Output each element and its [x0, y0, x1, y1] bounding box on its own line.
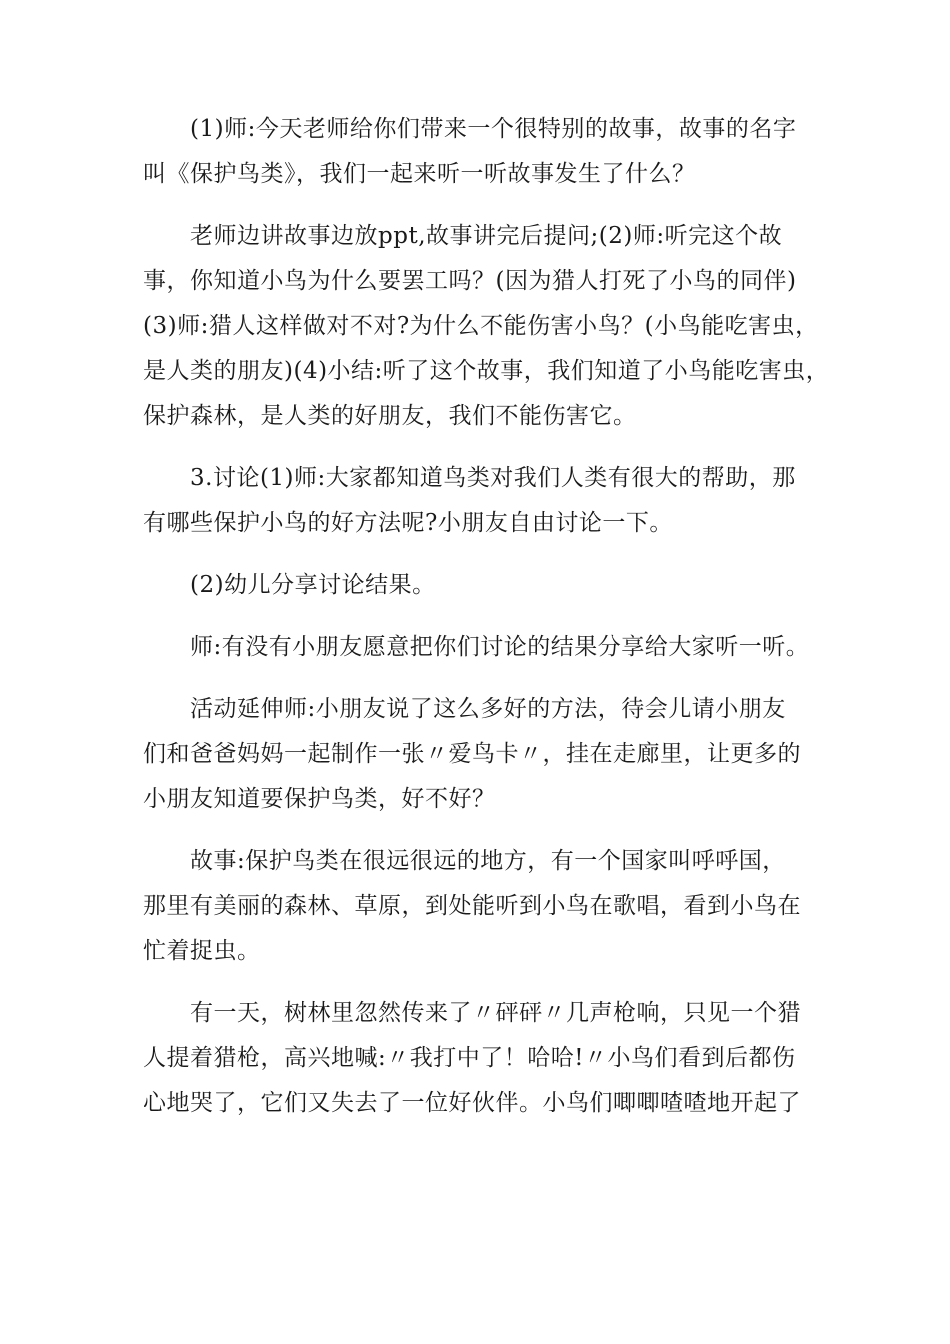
- text-line: 有一天，树林里忽然传来了〃砰砰〃几声枪响，只见一个猎: [190, 1000, 801, 1026]
- paragraph-2: [143, 223, 830, 429]
- document-body: [143, 116, 830, 1116]
- text-line: 故事:保护鸟类在很远很远的地方，有一个国家叫呼呼国，: [190, 848, 786, 874]
- paragraph-6: [143, 698, 808, 811]
- text-line: 心地哭了，它们又失去了一位好伙伴。小鸟们唧唧喳喳地开起了: [143, 1090, 801, 1116]
- text-line: (2)幼儿分享讨论结果。: [190, 572, 436, 598]
- text-line: 那里有美丽的森林、草原，到处能听到小鸟在歌唱，看到小鸟在: [143, 893, 801, 919]
- text-line: 有哪些保护小鸟的好方法呢?小朋友自由讨论一下。: [143, 510, 673, 536]
- paragraph-3: [143, 467, 808, 535]
- text-line: 师:有没有小朋友愿意把你们讨论的结果分享给大家听一听。: [190, 634, 810, 660]
- text-line: 人提着猎枪，高兴地喊:〃我打中了！哈哈!〃小鸟们看到后都伤: [143, 1045, 796, 1071]
- paragraph-7: [143, 850, 808, 963]
- text-line: (1)师:今天老师给你们带来一个很特别的故事，故事的名字: [190, 116, 797, 142]
- text-line: 忙着捉虫。: [143, 938, 261, 964]
- paragraph-5: [143, 636, 808, 659]
- text-line: 是人类的朋友)(4)小结:听了这个故事，我们知道了小鸟能吃害虫，: [143, 358, 830, 384]
- text-line: 小朋友知道要保护鸟类，好不好？: [143, 786, 496, 812]
- text-line: (3)师:猎人这样做对不对?为什么不能伤害小鸟？(小鸟能吃害虫，: [143, 313, 819, 339]
- text-line: 3.讨论(1)师:大家都知道鸟类对我们人类有很大的帮助，那: [190, 465, 796, 491]
- text-line: 们和爸爸妈妈一起制作一张〃爱鸟卡〃，挂在走廊里，让更多的: [143, 741, 801, 767]
- text-line: 老师边讲故事边放ppt,故事讲完后提问;(2)师:听完这个故: [190, 223, 783, 249]
- text-line: 活动延伸师:小朋友说了这么多好的方法，待会儿请小朋友: [190, 696, 786, 722]
- text-line: 叫《保护鸟类》，我们一起来听一听故事发生了什么？: [143, 161, 696, 187]
- text-line: 保护森林，是人类的好朋友，我们不能伤害它。: [143, 403, 637, 429]
- paragraph-8: [143, 1002, 808, 1115]
- text-line: 事，你知道小鸟为什么要罢工吗？(因为猎人打死了小鸟的同伴): [143, 268, 797, 294]
- paragraph-4: [143, 574, 808, 597]
- paragraph-1: [143, 118, 808, 186]
